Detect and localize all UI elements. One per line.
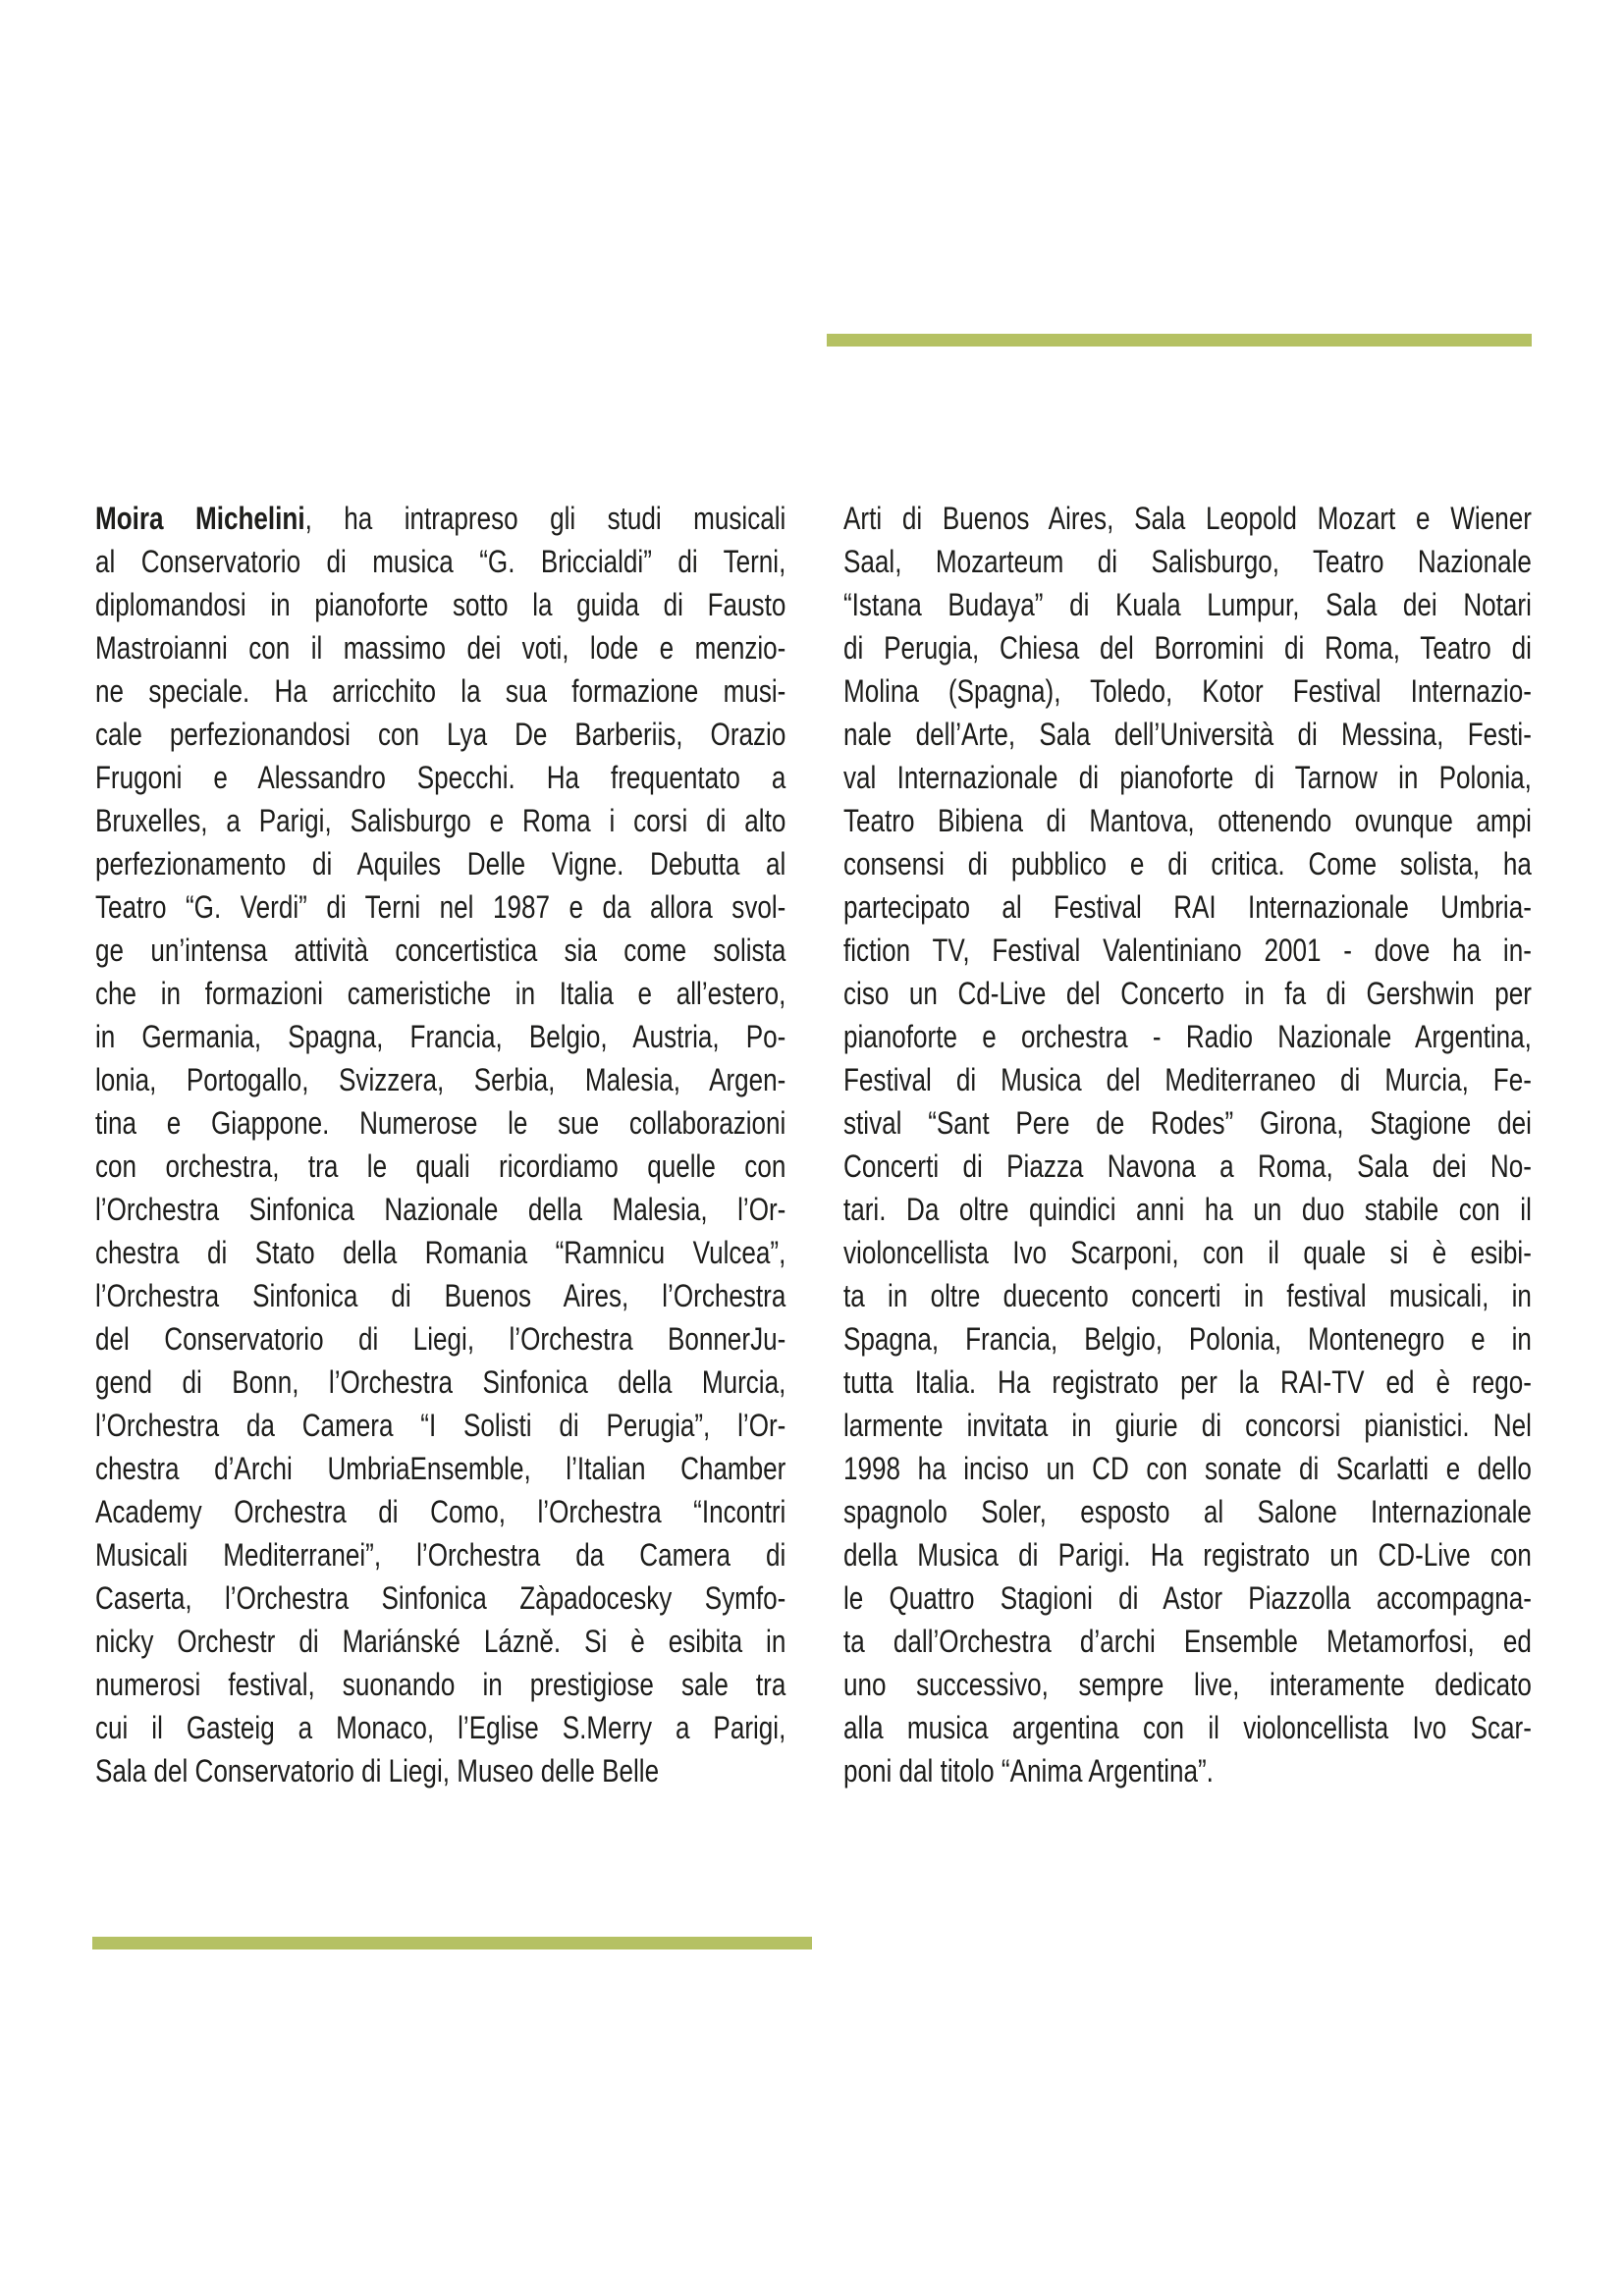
text-line: l’Orchestra Sinfonica di Buenos Aires, l’Orchestra (95, 1278, 786, 1313)
text-line: numerosi festival, suonando in prestigiose sale tra (95, 1667, 786, 1702)
text-line: larmente invitata in giurie di concorsi pianistici. Nel (843, 1408, 1532, 1443)
text-line: cale perfezionandosi con Lya De Barberiis, Orazio (95, 717, 786, 752)
text-line: diplomandosi in pianoforte sotto la guida di Fausto (95, 587, 786, 622)
text-line: di Perugia, Chiesa del Borromini di Roma, Teatro di (843, 630, 1532, 666)
text-line: tutta Italia. Ha registrato per la RAI-TV ed è rego- (843, 1364, 1532, 1400)
text-line: nale dell’Arte, Sala dell’Università di Messina, Festi- (843, 717, 1532, 752)
text-line: del Conservatorio di Liegi, l’Orchestra BonnerJu- (95, 1321, 786, 1357)
text-line: Saal, Mozarteum di Salisburgo, Teatro Nazionale (843, 544, 1532, 579)
text-line: Mastroianni con il massimo dei voti, lode e menzio- (95, 630, 786, 666)
left-column-lines (95, 540, 785, 1792)
text-line: uno successivo, sempre live, interamente dedicato (843, 1667, 1532, 1702)
first-line-text: , ha intrapreso gli studi musicali (304, 501, 786, 536)
text-line: gend di Bonn, l’Orchestra Sinfonica della Murcia, (95, 1364, 786, 1400)
text-line: ciso un Cd-Live del Concerto in fa di Gershwin per (843, 976, 1532, 1011)
text-line: che in formazioni cameristiche in Italia e all’estero, (95, 976, 786, 1011)
bottom-accent-bar (92, 1937, 812, 1949)
text-line: Teatro “G. Verdi” di Terni nel 1987 e da allora svol- (95, 889, 786, 925)
text-line: violoncellista Ivo Scarponi, con il quale si è esibi- (843, 1235, 1532, 1270)
text-line: perfezionamento di Aquiles Delle Vigne. Debutta al (95, 846, 786, 881)
text-line: Bruxelles, a Parigi, Salisburgo e Roma i corsi di alto (95, 803, 786, 838)
text-line: val Internazionale di pianoforte di Tarnow in Polonia, (843, 760, 1532, 795)
text-line: ge un’intensa attività concertistica sia come solista (95, 933, 786, 968)
text-line: l’Orchestra Sinfonica Nazionale della Malesia, l’Or- (95, 1192, 786, 1227)
text-line: fiction TV, Festival Valentiniano 2001 - dove ha in- (843, 933, 1532, 968)
text-line: Spagna, Francia, Belgio, Polonia, Montenegro e in (843, 1321, 1532, 1357)
text-line: Frugoni e Alessandro Specchi. Ha frequentato a (95, 760, 786, 795)
text-line: Arti di Buenos Aires, Sala Leopold Mozart e Wiener (843, 501, 1532, 536)
text-line: Musicali Mediterranei”, l’Orchestra da Camera di (95, 1537, 786, 1573)
text-line: Festival di Musica del Mediterraneo di Murcia, Fe- (843, 1062, 1532, 1097)
text-line: chestra di Stato della Romania “Ramnicu Vulcea”, (95, 1235, 786, 1270)
text-line: pianoforte e orchestra - Radio Nazionale Argentina, (843, 1019, 1532, 1054)
right-text-column (843, 497, 1532, 1792)
text-line: stival “Sant Pere de Rodes” Girona, Stagione dei (843, 1105, 1532, 1141)
text-line: ne speciale. Ha arricchito la sua formazione musi- (95, 673, 786, 709)
text-line: Sala del Conservatorio di Liegi, Museo delle Belle (95, 1753, 660, 1789)
text-line: con orchestra, tra le quali ricordiamo quelle con (95, 1148, 786, 1184)
text-line: al Conservatorio di musica “G. Briccialdi” di Terni, (95, 544, 786, 579)
text-line: ta in oltre duecento concerti in festival musicali, in (843, 1278, 1532, 1313)
text-line: 1998 ha inciso un CD con sonate di Scarlatti e dello (843, 1451, 1532, 1486)
text-line: tina e Giappone. Numerose le sue collaborazioni (95, 1105, 786, 1141)
text-line: della Musica di Parigi. Ha registrato un CD-Live con (843, 1537, 1532, 1573)
text-line: nicky Orchestr di Mariánské Lázně. Si è esibita in (95, 1624, 786, 1659)
top-accent-bar (827, 334, 1532, 347)
text-line: tari. Da oltre quindici anni ha un duo stabile con il (843, 1192, 1532, 1227)
left-text-column (95, 497, 785, 1792)
text-line: poni dal titolo “Anima Argentina”. (843, 1753, 1214, 1789)
right-column-lines (843, 497, 1532, 1792)
text-line: l’Orchestra da Camera “I Solisti di Perugia”, l’Or- (95, 1408, 786, 1443)
text-line: Caserta, l’Orchestra Sinfonica Zàpadocesky Symfo- (95, 1580, 786, 1616)
person-name: Moira Michelini (95, 501, 305, 536)
text-line: le Quattro Stagioni di Astor Piazzolla accompagna- (843, 1580, 1532, 1616)
text-line: in Germania, Spagna, Francia, Belgio, Austria, Po- (95, 1019, 786, 1054)
text-line: consensi di pubblico e di critica. Come solista, ha (843, 846, 1532, 881)
text-line: partecipato al Festival RAI Internazionale Umbria- (843, 889, 1532, 925)
first-paragraph-line (95, 497, 785, 540)
text-line: ta dall’Orchestra d’archi Ensemble Metamorfosi, ed (843, 1624, 1532, 1659)
text-line: spagnolo Soler, esposto al Salone Internazionale (843, 1494, 1532, 1529)
text-line: Molina (Spagna), Toledo, Kotor Festival Internazio- (843, 673, 1532, 709)
text-line: Academy Orchestra di Como, l’Orchestra “Incontri (95, 1494, 786, 1529)
text-line: cui il Gasteig a Monaco, l’Eglise S.Merry a Parigi, (95, 1710, 786, 1745)
text-line: chestra d’Archi UmbriaEnsemble, l’Italian Chamber (95, 1451, 786, 1486)
text-line: alla musica argentina con il violoncellista Ivo Scar- (843, 1710, 1532, 1745)
text-line: “Istana Budaya” di Kuala Lumpur, Sala dei Notari (843, 587, 1532, 622)
text-line: Teatro Bibiena di Mantova, ottenendo ovunque ampi (843, 803, 1532, 838)
text-line: Concerti di Piazza Navona a Roma, Sala dei No- (843, 1148, 1532, 1184)
text-line: lonia, Portogallo, Svizzera, Serbia, Malesia, Argen- (95, 1062, 786, 1097)
